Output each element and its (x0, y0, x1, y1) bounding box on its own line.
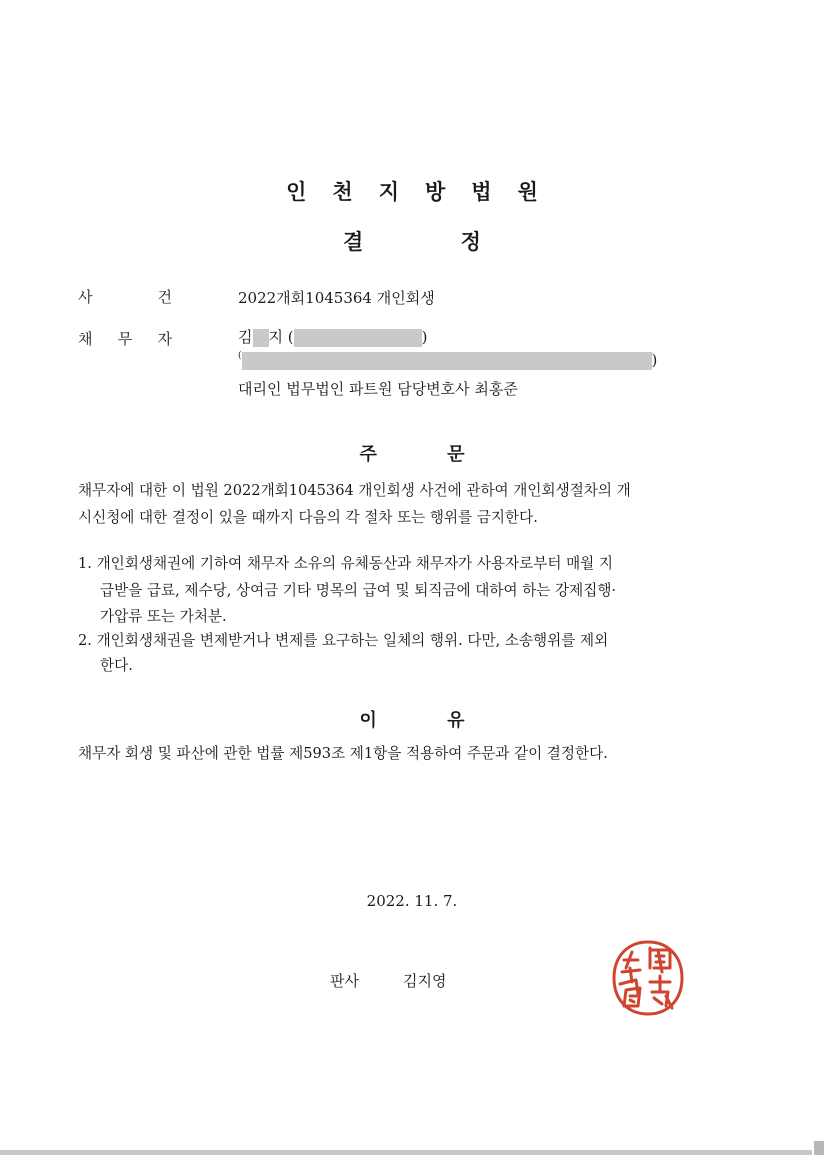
paren-close: ) (421, 328, 428, 346)
order-intro-line-2: 시신청에 대한 결정이 있을 때까지 다음의 각 절차 또는 행위를 금지한다. (78, 509, 538, 526)
label-char: 채 (78, 330, 93, 348)
judge-title: 판사 (330, 972, 359, 990)
case-label (78, 286, 172, 307)
redaction-box (242, 352, 652, 370)
order-heading: 주 문 (359, 444, 465, 465)
decision-date: 2022. 11. 7. (366, 892, 458, 910)
address-close: ) (651, 351, 658, 369)
court-seal-icon (610, 938, 686, 1018)
reason-text: 채무자 회생 및 파산에 관한 법률 제593조 제1항을 적용하여 주문과 같이 결정한다. (78, 745, 608, 762)
label-char: 무 (117, 330, 133, 348)
debtor-name-first: 김 (238, 328, 253, 346)
paren-open: ( (287, 328, 294, 346)
footer-scroll-tab (814, 1141, 824, 1155)
label-char: 사 (78, 288, 93, 306)
debtor-address-line (238, 351, 657, 370)
debtor-name-last: 지 (268, 328, 283, 346)
order-item-1-line-2: 급받을 급료, 제수당, 상여금 기타 명목의 급여 및 퇴직금에 대하여 하는 강제집행· (100, 582, 617, 599)
case-value: 2022개회1045364 개인회생 (238, 289, 435, 307)
redaction-box (253, 329, 269, 347)
redaction-box (294, 329, 422, 347)
order-item-2-line-2: 한다. (100, 657, 133, 674)
document-type-title: 결 정 (343, 230, 481, 254)
order-item-1-line-1: 1. 개인회생채권에 기하여 채무자 소유의 유체동산과 채무자가 사용자로부터 매월 지 (78, 555, 613, 572)
footer-bar (0, 1150, 812, 1155)
order-item-2-line-1: 2. 개인회생채권을 변제받거나 변제를 요구하는 일체의 행위. 다만, 소송행위를 제외 (78, 632, 609, 649)
judge-name: 김지영 (402, 972, 447, 990)
debtor-name-line (238, 326, 428, 347)
debtor-representative: 대리인 법무법인 파트원 담당변호사 최홍준 (238, 380, 518, 398)
reason-heading: 이 유 (359, 710, 465, 731)
address-open: ( (238, 351, 242, 361)
judge-signature (330, 970, 446, 991)
debtor-label (78, 328, 172, 349)
court-title: 인천지방법원 (286, 180, 564, 204)
label-char: 건 (157, 288, 172, 306)
order-intro-line-1: 채무자에 대한 이 법원 2022개회1045364 개인회생 사건에 관하여 개인회생절차의 개 (78, 482, 631, 499)
label-char: 자 (157, 330, 172, 348)
order-item-1-line-3: 가압류 또는 가처분. (100, 608, 227, 625)
